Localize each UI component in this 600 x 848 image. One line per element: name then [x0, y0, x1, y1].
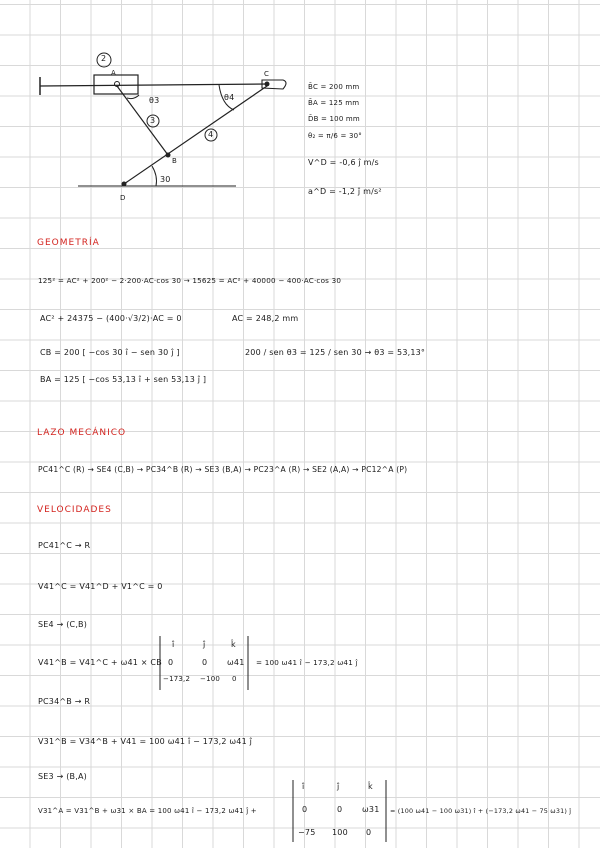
given-ad: a^D = -1,2 ĵ m/s²: [308, 187, 382, 196]
m2-i: î: [302, 782, 305, 791]
lazo-chain: PC41^C (R) → SE4 (C,B) → PC34^B (R) → SE3 (B,A) → PC23^A (R) → SE2 (A,A) → PC12^A (P): [38, 465, 408, 474]
joint-c: [265, 82, 270, 87]
label-a: A: [111, 69, 116, 77]
geom-eq1: 125² = AC² + 200² − 2·200·AC·cos 30 → 15625 = AC² + 40000 − 400·AC·cos 30: [38, 276, 342, 285]
label-theta3: θ3: [149, 96, 160, 105]
m1-r2c3: ω41: [227, 658, 245, 667]
slider-block: [94, 75, 138, 94]
geom-eq3: CB = 200 [ −cos 30 î − sen 30 ĵ ]: [40, 348, 180, 357]
label-b: B: [172, 157, 178, 165]
given-db: D̄B = 100 mm: [308, 115, 360, 123]
m2-r2c3: ω31: [362, 805, 380, 814]
link-3: [117, 86, 168, 155]
vel-line7: SE3 → (B,A): [38, 772, 87, 781]
geom-eq4: BA = 125 [ −cos 53,13 î + sen 53,13 ĵ ]: [40, 375, 207, 384]
label-node4: 4: [208, 130, 214, 139]
m1-r3c3: 0: [232, 675, 237, 683]
label-theta4: θ4: [224, 93, 235, 102]
m1-i: î: [172, 640, 175, 649]
m2-r2c1: 0: [302, 805, 308, 814]
vel-line3: SE4 → (C,B): [38, 620, 88, 629]
arc-30: [152, 166, 157, 186]
geom-eq2: AC² + 24375 − (400·√3/2)·AC = 0: [40, 314, 182, 323]
vel-line5: PC34^B → R: [38, 697, 91, 706]
vel-line2: V41^C = V41^D + V1^C = 0: [38, 582, 163, 591]
vel-line4: V41^B = V41^C + ω41 × CB: [38, 658, 162, 667]
m2-r3c1: −75: [298, 828, 316, 837]
m2-r3c2: 100: [332, 828, 348, 837]
vel-line8-result: = (100 ω41 − 100 ω31) î + (−173,2 ω41 − 75 ω31) ĵ: [390, 807, 572, 815]
vel-line1: PC41^C → R: [38, 541, 91, 550]
vel-line6: V31^B = V34^B + V41 = 100 ω41 î − 173,2 ω41 ĵ: [38, 737, 253, 746]
m2-r2c2: 0: [337, 805, 343, 814]
section-lazo: LAZO MECÁNICO: [37, 428, 127, 438]
m2-k: k̂: [368, 782, 373, 791]
vel-line4-result: = 100 ω41 î − 173,2 ω41 ĵ: [256, 658, 358, 667]
label-node2: 2: [101, 54, 107, 63]
arc-theta3: [127, 95, 139, 99]
slider-guide: [40, 84, 268, 86]
given-vd: V^D = -0,6 ĵ m/s: [308, 158, 379, 167]
label-angle30: 30: [160, 175, 171, 184]
section-velocidades: VELOCIDADES: [37, 505, 112, 515]
label-node3: 3: [150, 116, 156, 125]
m1-r2c2: 0: [202, 658, 208, 667]
given-ba: B̄A = 125 mm: [308, 99, 360, 107]
geom-eq2-result: AC = 248,2 mm: [232, 314, 299, 323]
label-d: D: [120, 194, 126, 202]
m2-j: ĵ: [337, 782, 340, 791]
m1-r2c1: 0: [168, 658, 174, 667]
m1-r3c1: −173,2: [163, 675, 191, 683]
label-c: C: [264, 70, 270, 78]
geom-eq3-result: 200 / sen θ3 = 125 / sen 30 → θ3 = 53,13°: [245, 348, 426, 357]
given-bc: B̄C = 200 mm: [308, 83, 360, 91]
vel-line8: V31^A = V31^B + ω31 × BA = 100 ω41 î − 173,2 ω41 ĵ +: [38, 807, 257, 815]
m1-k: k̂: [231, 640, 236, 649]
m2-r3c3: 0: [366, 828, 372, 837]
m1-r3c2: −100: [200, 675, 221, 683]
given-theta2: θ₂ = π/6 = 30°: [308, 132, 362, 140]
m1-j: ĵ: [203, 640, 206, 649]
link-4: [124, 86, 267, 184]
joint-b: [166, 153, 171, 158]
section-geometria: GEOMETRÍA: [37, 238, 100, 248]
